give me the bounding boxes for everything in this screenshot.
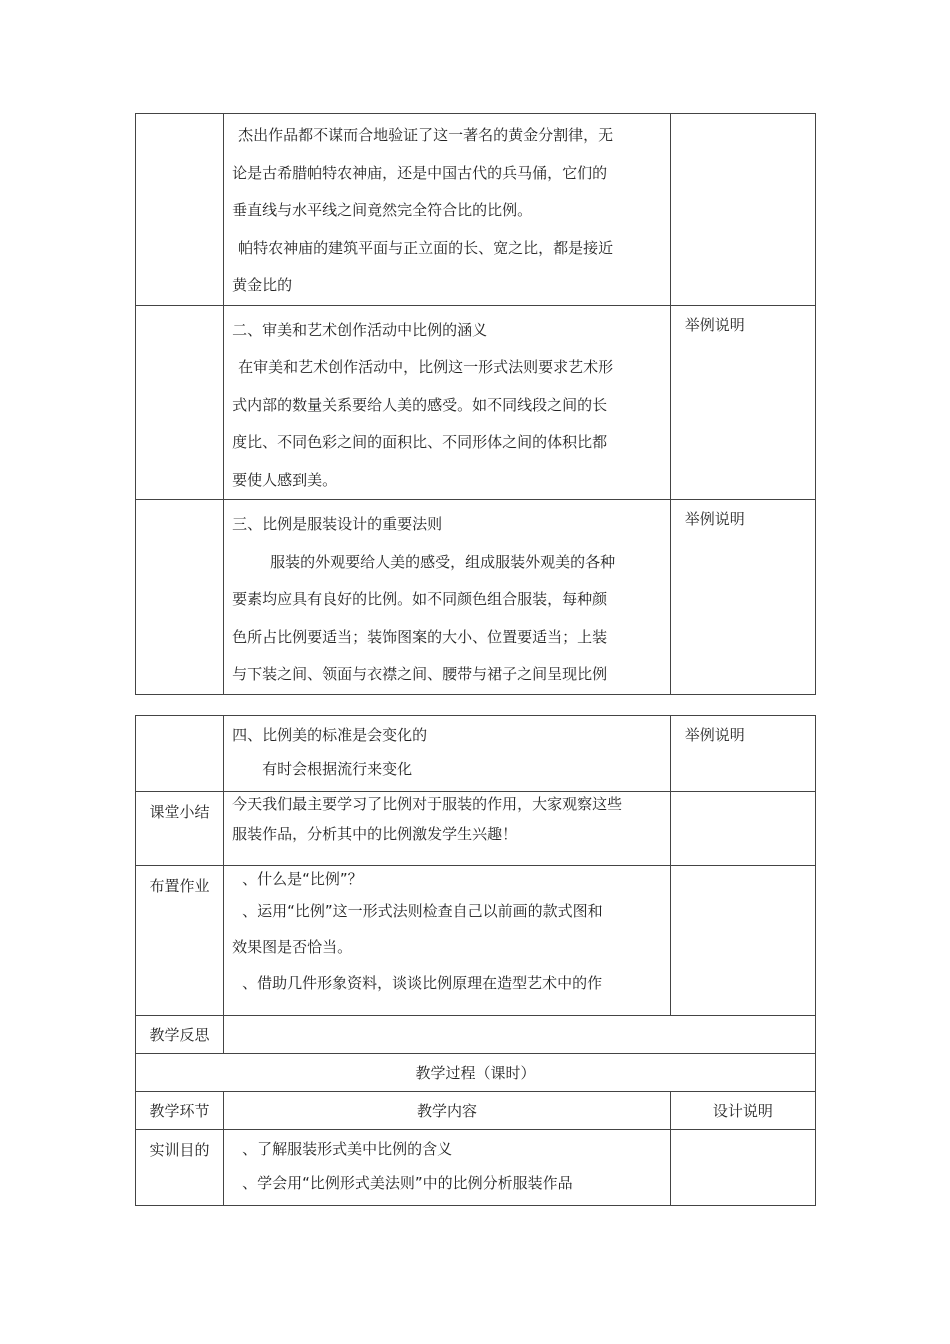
content-cell	[224, 500, 671, 695]
content-heading: 四、比例美的标准是会变化的	[232, 726, 428, 744]
content-heading: 三、比例是服装设计的重要法则	[232, 515, 443, 533]
header-section	[136, 1092, 224, 1130]
header-design-label: 设计说明	[712, 1102, 773, 1120]
section-cell	[136, 114, 224, 306]
note-cell	[670, 716, 815, 792]
header-content	[224, 1092, 671, 1130]
design-note: 举例说明	[684, 726, 745, 744]
section-cell	[136, 305, 224, 500]
process-title: 教学过程（课时）	[415, 1064, 536, 1082]
note-cell	[670, 792, 815, 866]
homework-item-2-cont: 效果图是否恰当。	[232, 938, 353, 956]
content-line: 度比、不同色彩之间的面积比、不同形体之间的体积比都	[232, 433, 608, 451]
content-line: 式内部的数量关系要给人美的感受。如不同线段之间的长	[232, 395, 608, 414]
training-item-2: 、学会用“比例形式美法则”中的比例分析服装作品	[242, 1174, 573, 1192]
content-cell	[224, 792, 671, 866]
design-note: 举例说明	[684, 510, 745, 528]
section-cell	[136, 500, 224, 695]
content-line: 论是古希腊帕特农神庙，还是中国古代的兵马俑，它们的	[232, 163, 608, 182]
content-cell	[224, 305, 671, 500]
table-row	[136, 1016, 816, 1054]
table-row	[136, 716, 816, 792]
note-cell	[670, 1130, 815, 1206]
content-line: 服装的外观要给人美的感受，组成服装外观美的各种	[270, 552, 616, 571]
content-line: 有时会根据流行来变化	[262, 760, 413, 778]
content-line: 在审美和艺术创作活动中，比例这一形式法则要求艺术形	[238, 358, 614, 376]
table-row	[136, 305, 816, 500]
process-title-cell	[136, 1054, 816, 1092]
note-cell	[670, 500, 815, 695]
content-cell	[224, 716, 671, 792]
homework-label: 布置作业	[149, 877, 210, 895]
table-header-row	[136, 1092, 816, 1130]
table-row	[136, 500, 816, 695]
lesson-table-2	[135, 715, 816, 1206]
header-section-label: 教学环节	[149, 1102, 210, 1120]
content-line: 杰出作品都不谋而合地验证了这一著名的黄金分割律，无	[238, 126, 614, 144]
content-line: 要使人感到美。	[232, 470, 338, 489]
homework-item-1: 、什么是“比例”？	[242, 870, 363, 888]
table-row	[136, 1130, 816, 1206]
header-design	[670, 1092, 815, 1130]
table-row	[136, 866, 816, 1016]
section-cell	[136, 716, 224, 792]
training-label: 实训目的	[149, 1141, 210, 1159]
section-label-cell	[136, 866, 224, 1016]
content-line: 垂直线与水平线之间竟然完全符合比的比例。	[232, 201, 533, 219]
section-label-cell	[136, 1130, 224, 1206]
table-row	[136, 114, 816, 306]
lesson-table-1	[135, 113, 816, 695]
section-label-cell	[136, 1016, 224, 1054]
summary-label: 课堂小结	[149, 803, 210, 821]
homework-item-2: 、运用“比例”这一形式法则检查自己以前画的款式图和	[242, 902, 603, 920]
content-line: 与下装之间、领面与衣襟之间、腰带与裙子之间呈现比例	[232, 665, 608, 683]
content-cell	[224, 114, 671, 306]
content-line: 色所占比例要适当；装饰图案的大小、位置要适当；上装	[232, 627, 608, 646]
note-cell	[670, 866, 815, 1016]
content-heading: 二、审美和艺术创作活动中比例的涵义	[232, 320, 488, 339]
summary-text-2: 服装作品，分析其中的比例激发学生兴趣！	[232, 825, 518, 843]
section-label-cell	[136, 792, 224, 866]
content-line: 帕特农神庙的建筑平面与正立面的长、宽之比，都是接近	[238, 238, 614, 257]
summary-text: 今天我们最主要学习了比例对于服装的作用，大家观察这些	[232, 795, 623, 813]
homework-item-3: 、借助几件形象资料，谈谈比例原理在造型艺术中的作	[242, 974, 603, 992]
design-note: 举例说明	[684, 315, 745, 334]
training-item-1: 、了解服装形式美中比例的含义	[242, 1140, 453, 1158]
reflection-cell	[224, 1016, 816, 1054]
note-cell	[670, 305, 815, 500]
content-cell	[224, 866, 671, 1016]
header-content-label: 教学内容	[416, 1102, 477, 1120]
content-line: 要素均应具有良好的比例。如不同颜色组合服装，每种颜	[232, 590, 608, 608]
content-line: 黄金比的	[232, 276, 293, 294]
table-row	[136, 1054, 816, 1092]
note-cell	[670, 114, 815, 306]
reflection-label: 教学反思	[149, 1026, 210, 1044]
content-cell	[224, 1130, 671, 1206]
table-row	[136, 792, 816, 866]
